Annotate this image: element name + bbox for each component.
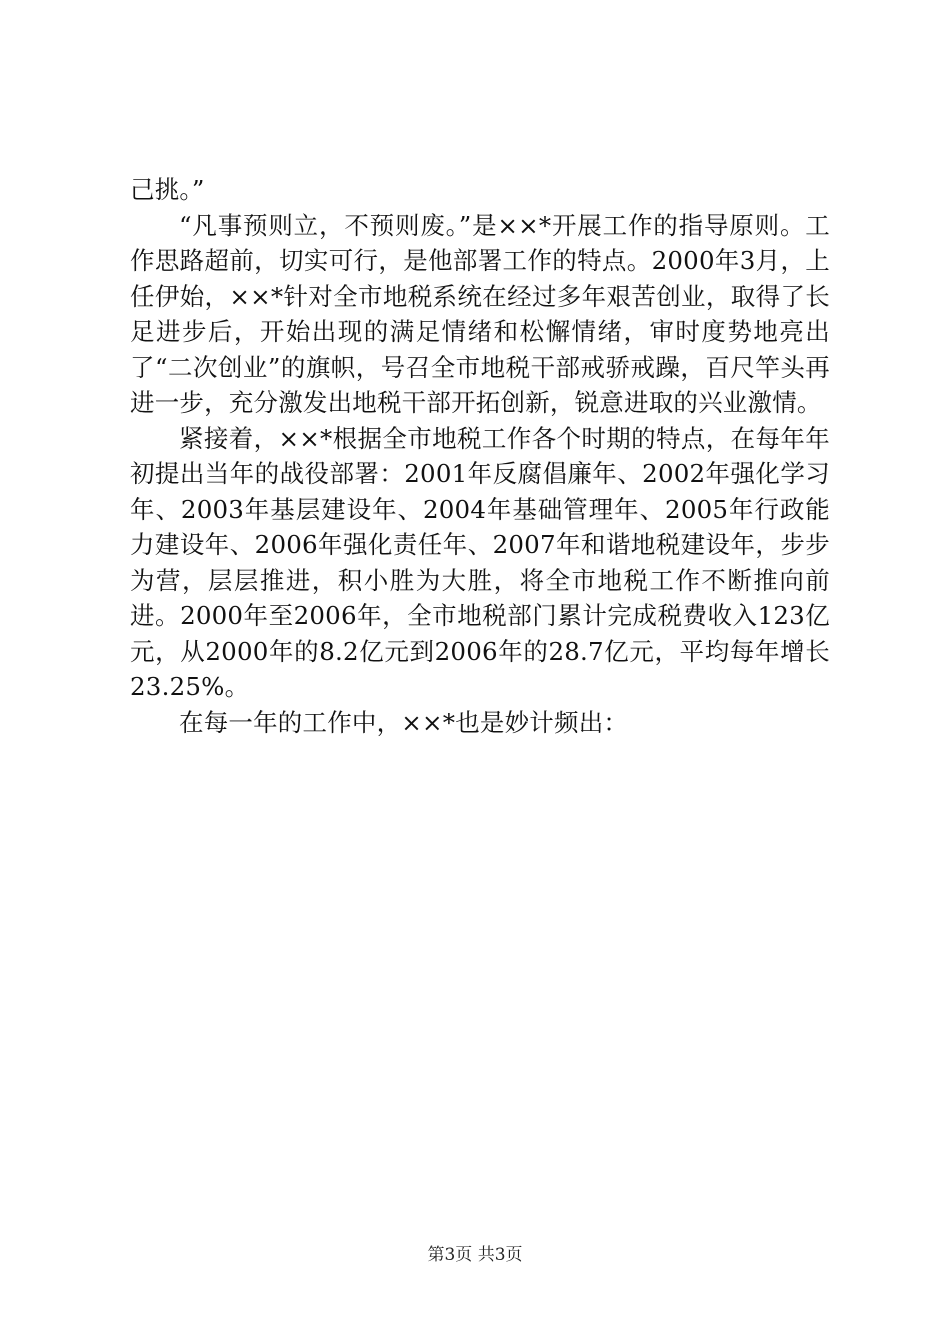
page-footer — [0, 1243, 950, 1267]
paragraph-2: “凡事预则立，不预则废。”是××*开展工作的指导原则。工作思路超前，切实可行，是他部署工作的特点。2000年3月，上任伊始，××*针对全市地税系统在经过多年艰苦创业，取得了长足进步后，开始出现的满足情绪和松懈情绪，审时度势地亮出了“二次创业”的旗帜，号召全市地税干部戒骄戒躁，百尺竿头再进一步，充分激发出地税干部开拓创新，锐意进取的兴业激情。 — [130, 210, 830, 417]
paragraph-3: 紧接着，××*根据全市地税工作各个时期的特点，在每年年初提出当年的战役部署：2001年反腐倡廉年、2002年强化学习年、2003年基层建设年、2004年基础管理年、2005年行政能力建设年、2006年强化责任年、2007年和谐地税建设年，步步为营，层层推进，积小胜为大胜，将全市地税工作不断推向前进。2000年至2006年，全市地税部门累计完成税费收入123亿元，从2000年的8.2亿元到2006年的28.7亿元，平均每年增长23.25%。 — [130, 423, 830, 701]
page-number-label: 第3页 共3页 — [427, 1245, 523, 1265]
paragraph-4: 在每一年的工作中，××*也是妙计频出： — [179, 707, 629, 737]
paragraph-1: 己挑。” — [130, 175, 205, 204]
document-body — [130, 172, 830, 740]
